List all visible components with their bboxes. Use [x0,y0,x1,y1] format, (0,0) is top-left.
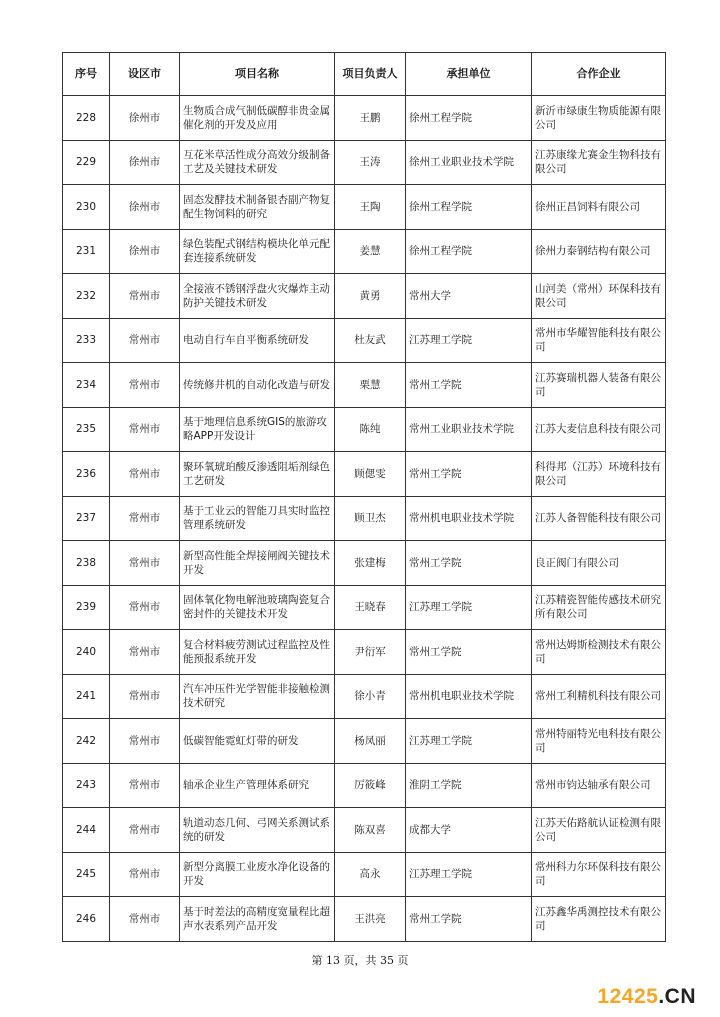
row-index: 229 [63,140,110,185]
table-row [63,674,666,719]
row-institution: 常州工学院 [406,897,532,942]
row-partner: 常州特丽特光电科技有限公司 [532,719,666,764]
table-row [63,897,666,942]
table-header-row [63,53,666,96]
table-row [63,496,666,541]
row-index: 230 [63,185,110,230]
row-project-name: 聚环氧琥珀酸反渗透阻垢剂绿色工艺研发 [180,452,335,497]
row-institution: 常州大学 [406,274,532,319]
row-institution: 常州工业职业技术学院 [406,407,532,452]
table-row [63,318,666,363]
row-institution: 徐州工业职业技术学院 [406,140,532,185]
row-city: 常州市 [110,541,180,586]
row-partner: 江苏天佑路航认证检测有限公司 [532,808,666,853]
row-partner: 常州科力尔环保科技有限公司 [532,852,666,897]
row-institution: 徐州工程学院 [406,185,532,230]
header-institution: 承担单位 [406,53,532,96]
row-institution: 江苏理工学院 [406,585,532,630]
row-leader: 顾偲雯 [335,452,406,497]
row-city: 常州市 [110,630,180,675]
row-institution: 常州机电职业技术学院 [406,496,532,541]
row-city: 常州市 [110,274,180,319]
table-row [63,274,666,319]
row-city: 徐州市 [110,229,180,274]
row-institution: 常州工学院 [406,630,532,675]
row-project-name: 复合材料疲劳测试过程监控及性能预报系统开发 [180,630,335,675]
project-table [62,52,666,942]
table-row [63,630,666,675]
row-index: 232 [63,274,110,319]
row-index: 236 [63,452,110,497]
row-leader: 栗慧 [335,363,406,408]
row-leader: 陈双喜 [335,808,406,853]
header-project-name: 项目名称 [180,53,335,96]
row-city: 常州市 [110,452,180,497]
row-project-name: 固态发酵技术制备银杏副产物复配生物饲料的研究 [180,185,335,230]
table-row [63,363,666,408]
row-partner: 常州市钧达轴承有限公司 [532,763,666,808]
row-city: 常州市 [110,674,180,719]
row-index: 233 [63,318,110,363]
row-city: 常州市 [110,719,180,764]
row-partner: 江苏赛瑞机器人装备有限公司 [532,363,666,408]
row-city: 常州市 [110,496,180,541]
row-index: 231 [63,229,110,274]
table-row [63,96,666,141]
row-partner: 江苏大麦信息科技有限公司 [532,407,666,452]
row-index: 234 [63,363,110,408]
row-project-name: 基于时差法的高精度宽量程比超声水表系列产品开发 [180,897,335,942]
row-partner: 常州市华耀智能科技有限公司 [532,318,666,363]
row-leader: 陈纯 [335,407,406,452]
row-institution: 徐州工程学院 [406,229,532,274]
row-project-name: 新型分离膜工业废水净化设备的开发 [180,852,335,897]
row-index: 242 [63,719,110,764]
row-project-name: 传统修井机的自动化改造与研发 [180,363,335,408]
row-partner: 新沂市绿康生物质能源有限公司 [532,96,666,141]
watermark-domain: .CN [658,985,696,1008]
row-partner: 常州达姆斯检测技术有限公司 [532,630,666,675]
row-city: 徐州市 [110,96,180,141]
table-row [63,140,666,185]
row-institution: 淮阴工学院 [406,763,532,808]
row-leader: 徐小青 [335,674,406,719]
row-project-name: 汽车冲压件光学智能非接触检测技术研究 [180,674,335,719]
row-project-name: 固体氧化物电解池玻璃陶瓷复合密封件的关键技术开发 [180,585,335,630]
row-project-name: 互花米草活性成分高效分级制备工艺及关键技术研发 [180,140,335,185]
table-row [63,585,666,630]
header-partner: 合作企业 [532,53,666,96]
row-index: 238 [63,541,110,586]
row-project-name: 新型高性能全焊接闸阀关键技术开发 [180,541,335,586]
row-city: 常州市 [110,318,180,363]
table-row [63,229,666,274]
header-leader: 项目负责人 [335,53,406,96]
row-index: 243 [63,763,110,808]
row-partner: 良正阀门有限公司 [532,541,666,586]
row-institution: 徐州工程学院 [406,96,532,141]
row-leader: 尹衍军 [335,630,406,675]
row-city: 徐州市 [110,185,180,230]
row-project-name: 电动自行车自平衡系统研发 [180,318,335,363]
row-index: 228 [63,96,110,141]
row-institution: 江苏理工学院 [406,852,532,897]
row-leader: 黄勇 [335,274,406,319]
table-row [63,541,666,586]
row-index: 245 [63,852,110,897]
row-leader: 王鹏 [335,96,406,141]
row-leader: 王陶 [335,185,406,230]
row-leader: 王晓春 [335,585,406,630]
row-partner: 山河美（常州）环保科技有限公司 [532,274,666,319]
row-leader: 张建梅 [335,541,406,586]
row-project-name: 轨道动态几何、弓网关系测试系统的研发 [180,808,335,853]
row-institution: 江苏理工学院 [406,719,532,764]
row-index: 240 [63,630,110,675]
header-index: 序号 [63,53,110,96]
row-city: 常州市 [110,763,180,808]
row-institution: 常州工学院 [406,452,532,497]
row-city: 常州市 [110,808,180,853]
site-watermark [597,985,696,1009]
table-row [63,452,666,497]
row-index: 235 [63,407,110,452]
table-row [63,185,666,230]
row-institution: 常州工学院 [406,363,532,408]
row-index: 246 [63,897,110,942]
row-city: 常州市 [110,363,180,408]
row-partner: 徐州力泰钢结构有限公司 [532,229,666,274]
row-project-name: 绿色装配式钢结构模块化单元配套连接系统研发 [180,229,335,274]
row-institution: 成都大学 [406,808,532,853]
row-city: 常州市 [110,585,180,630]
row-city: 徐州市 [110,140,180,185]
row-project-name: 基于地理信息系统GIS的旅游攻略APP开发设计 [180,407,335,452]
row-index: 241 [63,674,110,719]
header-city: 设区市 [110,53,180,96]
row-project-name: 低碳智能霓虹灯带的研发 [180,719,335,764]
row-project-name: 轴承企业生产管理体系研究 [180,763,335,808]
row-partner: 徐州正昌饲料有限公司 [532,185,666,230]
table-row [63,852,666,897]
row-city: 常州市 [110,407,180,452]
row-leader: 杨凤丽 [335,719,406,764]
row-leader: 王涛 [335,140,406,185]
row-institution: 常州工学院 [406,541,532,586]
row-institution: 江苏理工学院 [406,318,532,363]
table-row [63,719,666,764]
row-index: 239 [63,585,110,630]
row-leader: 杜友武 [335,318,406,363]
table-row [63,763,666,808]
row-partner: 江苏人备智能科技有限公司 [532,496,666,541]
row-partner: 江苏康缘尤赛金生物科技有限公司 [532,140,666,185]
table-row [63,407,666,452]
row-index: 237 [63,496,110,541]
row-project-name: 基于工业云的智能刀具实时监控管理系统研发 [180,496,335,541]
row-leader: 姜慧 [335,229,406,274]
page-footer: 第 13 页，共 35 页 [311,954,409,967]
row-leader: 厉筱峰 [335,763,406,808]
watermark-digits: 12425 [597,985,659,1008]
row-city: 常州市 [110,897,180,942]
row-project-name: 全接液不锈钢浮盘火灾爆炸主动防护关键技术研发 [180,274,335,319]
row-leader: 顾卫杰 [335,496,406,541]
row-partner: 科得邦（江苏）环境科技有限公司 [532,452,666,497]
row-index: 244 [63,808,110,853]
row-institution: 常州机电职业技术学院 [406,674,532,719]
row-city: 常州市 [110,852,180,897]
row-partner: 常州工利精机科技有限公司 [532,674,666,719]
row-partner: 江苏鑫华禹测控技术有限公司 [532,897,666,942]
row-partner: 江苏精瓷智能传感技术研究所有限公司 [532,585,666,630]
table-row [63,808,666,853]
row-leader: 高永 [335,852,406,897]
row-leader: 王洪亮 [335,897,406,942]
row-project-name: 生物质合成气制低碳醇非贵金属催化剂的开发及应用 [180,96,335,141]
